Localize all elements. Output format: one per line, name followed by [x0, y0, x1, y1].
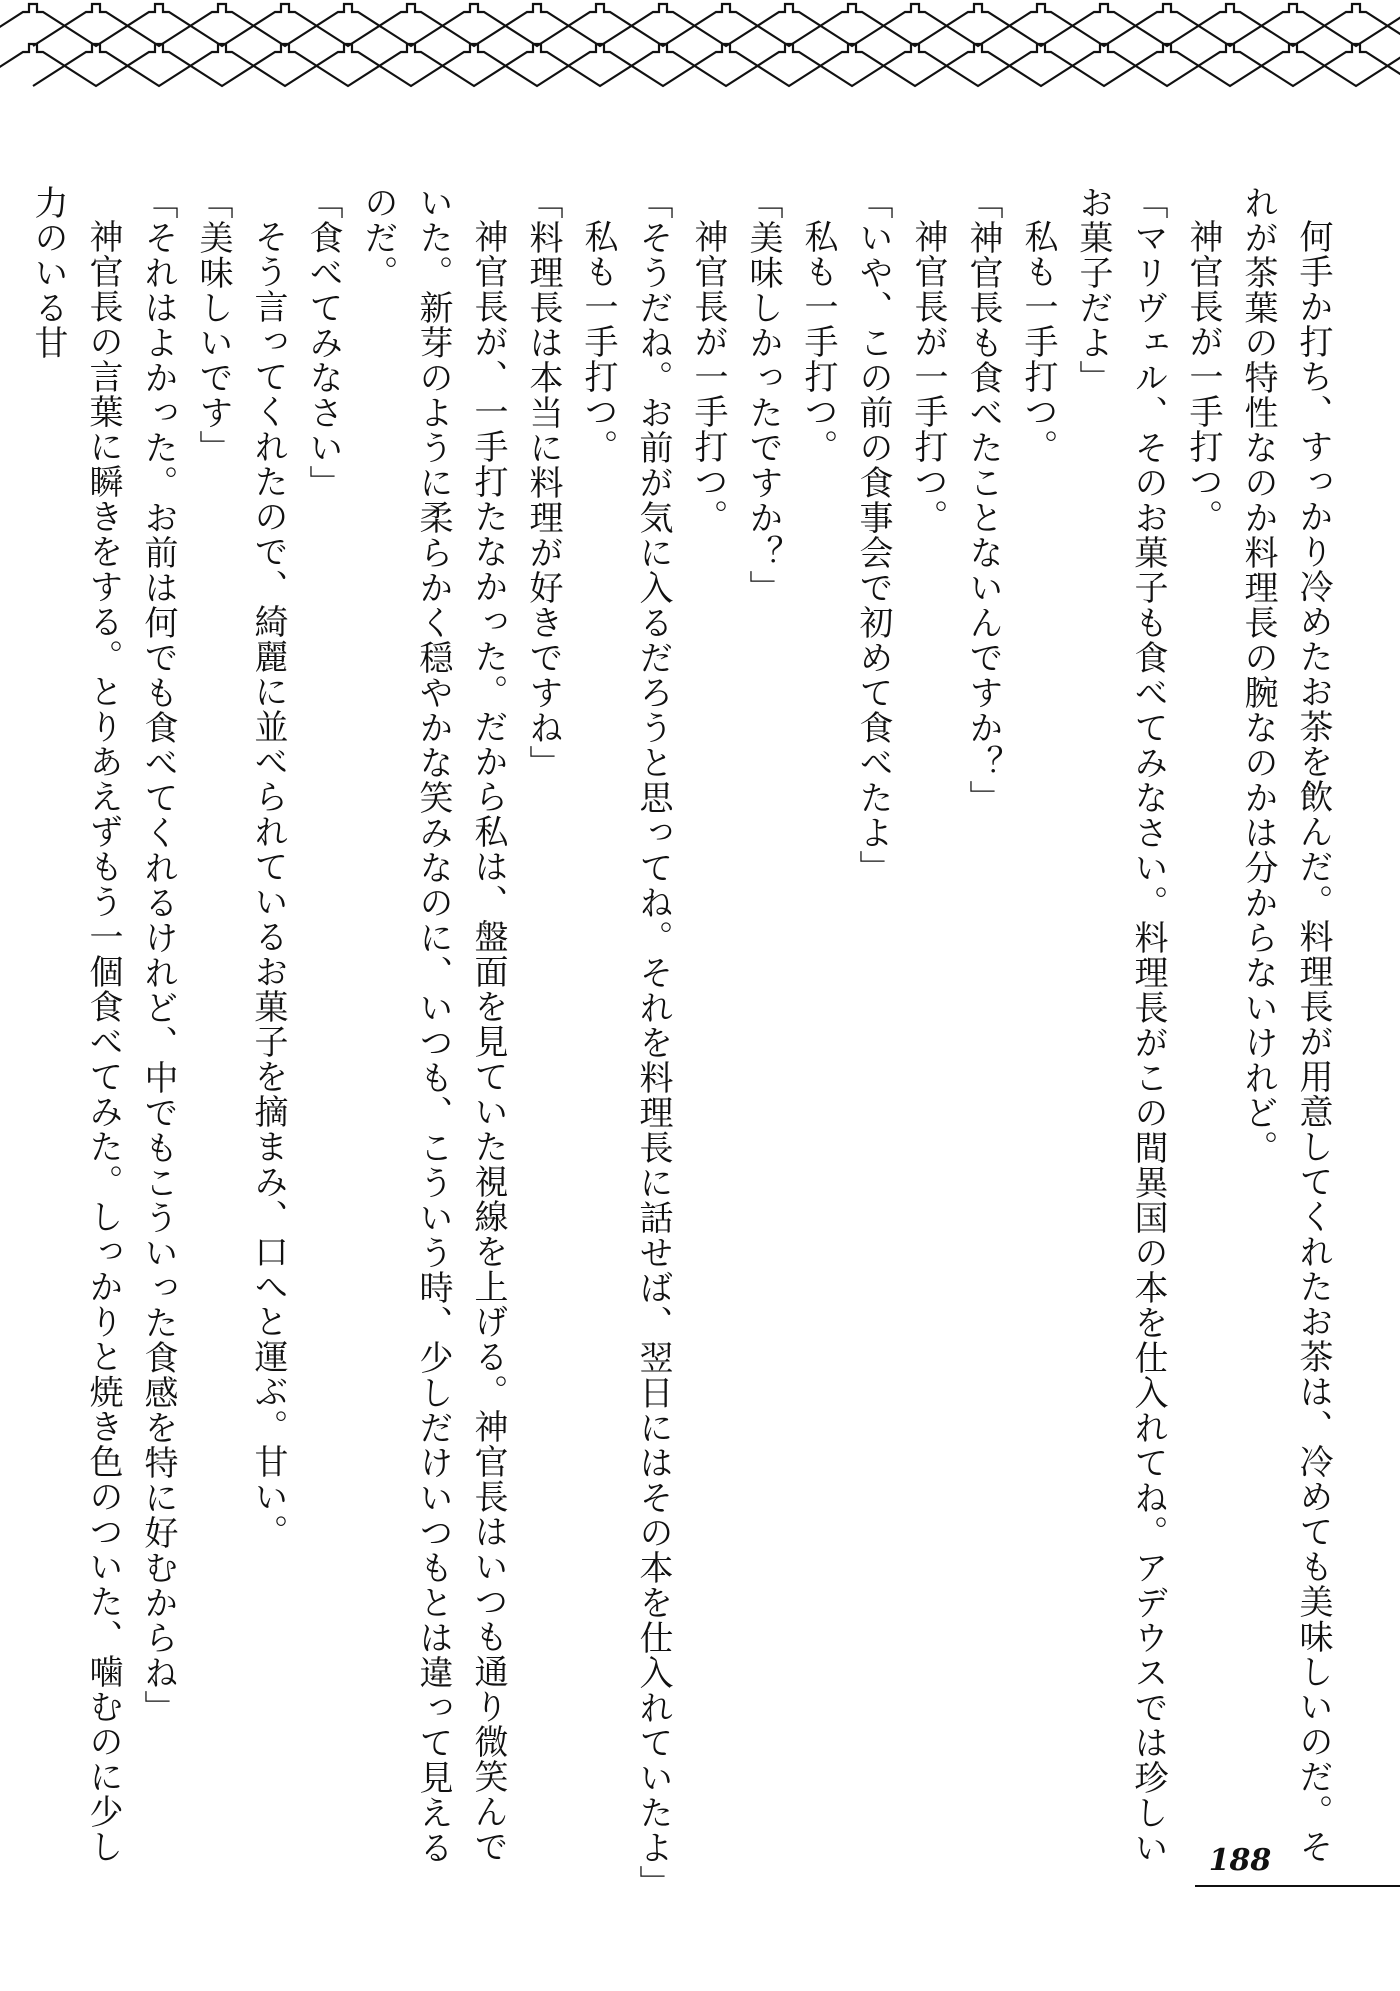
paragraph: 神官長が一手打つ。 — [1183, 219, 1223, 534]
paragraph: 「神官長も食べたことないんですか？」 — [963, 185, 1003, 815]
page-number: 188 — [1208, 1843, 1272, 1878]
vertical-body-text — [28, 185, 1340, 1900]
paragraph: 私も一手打つ。 — [578, 219, 618, 464]
paragraph: 「いや、この前の食事会で初めて食べたよ」 — [853, 185, 893, 885]
decorative-header-border — [0, 0, 1400, 90]
ornament-stroke — [0, 44, 1400, 86]
paragraph: 「美味しいです」 — [193, 185, 233, 465]
page-number-rule — [1195, 1885, 1400, 1887]
paragraph: 「それはよかった。お前は何でも食べてくれるけれど、中でもこういった食感を特に好むからね」 — [138, 185, 178, 1725]
paragraph: そう言ってくれたので、綺麗に並べられているお菓子を摘まみ、口へと運ぶ。甘い。 — [248, 219, 288, 1549]
paragraph: 私も一手打つ。 — [798, 219, 838, 464]
paragraph: 神官長が、一手打たなかった。だから私は、盤面を見ていた視線を上げる。神官長はいつも通り微笑んでいた。新芽のように柔らかく穏やかな笑みなのに、いつも、こういう時、少しだけいつもとは違って見えるのだ。 — [358, 185, 508, 1865]
paragraph: 「マリヴェル、そのお菓子も食べてみなさい。料理長がこの間異国の本を仕入れてね。アデウスでは珍しいお菓子だよ」 — [1073, 185, 1168, 1865]
paragraph: 「そうだね。お前が気に入るだろうと思ってね。それを料理長に話せば、翌日にはその本を仕入れていたよ」 — [633, 185, 673, 1900]
paragraph: 「美味しかったですか？」 — [743, 185, 783, 605]
paragraph: 私も一手打つ。 — [1018, 219, 1058, 464]
ornament-stroke — [0, 4, 1400, 46]
paragraph: 神官長が一手打つ。 — [908, 219, 948, 534]
paragraph: 「料理長は本当に料理が好きですね」 — [523, 185, 563, 780]
paragraph: 「食べてみなさい」 — [303, 185, 343, 500]
paragraph: 神官長の言葉に瞬きをする。とりあえずもう一個食べてみた。しっかりと焼き色のついた、噛むのに少し力のいる甘 — [28, 185, 123, 1864]
paragraph: 何手か打ち、すっかり冷めたお茶を飲んだ。料理長が用意してくれたお茶は、冷めても美味しいのだ。それが茶葉の特性なのか料理長の腕なのかは分からないけれど。 — [1238, 185, 1333, 1864]
paragraph: 神官長が一手打つ。 — [688, 219, 728, 534]
